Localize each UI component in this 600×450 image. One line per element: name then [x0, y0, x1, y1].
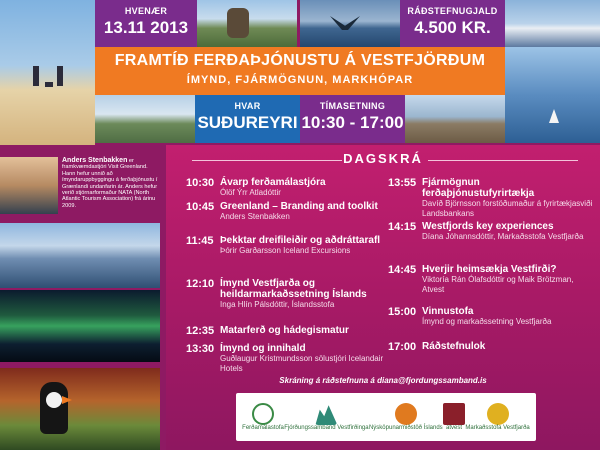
agenda-item — [186, 235, 386, 256]
where-box — [195, 95, 300, 143]
driftwood-photo — [405, 95, 505, 143]
logo-markadsstofa — [465, 403, 529, 431]
agenda-item — [186, 325, 386, 337]
agenda-item-title: Ráðstefnulok — [422, 341, 486, 352]
lake-photo — [0, 223, 160, 288]
agenda-time: 13:55 — [388, 177, 417, 189]
agenda-item-speaker: Davíð Björnsson forstöðumaður á fyrirtækjasviði Landsbankans — [422, 199, 593, 218]
agenda-item-title: Ímynd og innihald — [220, 343, 306, 354]
logo-label: Markaðsstofa Vestfjarða — [465, 425, 530, 431]
agenda-item-speaker: Guðlaugur Kristmundsson sölustjóri Icelandair Hotels — [220, 354, 384, 373]
agenda-item-title: Ávarp ferðamálastjóra — [220, 177, 326, 188]
agenda-time: 11:45 — [186, 235, 214, 247]
agenda-item — [388, 341, 593, 353]
agenda-time: 12:10 — [186, 278, 215, 290]
agenda-item-title: Hverjir heimsækja Vestfirði? — [422, 264, 557, 275]
markadsstofa-icon — [487, 403, 509, 425]
ferdamalastofa-icon — [252, 403, 274, 425]
speaker-bio — [62, 158, 162, 218]
person-figure — [57, 66, 63, 86]
nyskopunarmidstod-icon — [395, 403, 417, 425]
agenda-item-title: Vinnustofa — [422, 306, 474, 317]
dog-figure — [45, 82, 53, 87]
person-figure — [33, 66, 39, 86]
agenda-item-speaker: Díana Jóhannsdóttir, Markaðsstofa Vestfjarða — [422, 232, 584, 241]
speaker-name: Anders Stenbakken — [62, 157, 128, 164]
agenda-item — [186, 278, 386, 310]
speaker-portrait — [0, 157, 58, 214]
agenda-item-title: Ímynd Vestfjarða og heildarmarkaðssetning Íslands — [220, 278, 367, 300]
logo-label: atvest — [446, 425, 463, 431]
agenda-item — [388, 221, 593, 242]
when-label: HVENÆR — [124, 6, 168, 16]
agenda-time: 14:45 — [388, 264, 417, 276]
fjordungssamband-icon — [315, 403, 337, 425]
divider — [428, 160, 578, 161]
sailboat-icon — [549, 109, 559, 123]
agenda-item-speaker: Inga Hlín Pálsdóttir, Íslandsstofa — [220, 300, 335, 309]
logo-fjordungssamband — [284, 403, 368, 431]
puffin-figure — [40, 382, 68, 434]
logo-ferdamalastofa — [242, 403, 284, 431]
agenda-item — [388, 177, 593, 218]
logo-label: Fjórðungssamband Vestfirðinga — [284, 425, 369, 431]
mountain-photo — [505, 0, 600, 47]
agenda-item-title: Westfjords key experiences — [422, 221, 554, 232]
agenda-item-speaker: Þórir Garðarsson Iceland Excursions — [220, 246, 351, 255]
whale-tail-icon — [330, 16, 360, 30]
agenda-item-speaker: Viktoría Rán Ólafsdóttir og Maik Brötzman, Atvest — [422, 275, 574, 294]
where-label: HVAR — [234, 101, 261, 111]
atvest-icon — [443, 403, 465, 425]
horses-photo — [197, 0, 297, 47]
agenda-time: 15:00 — [388, 306, 417, 318]
speaker-bio-text: er framkvæmdastjóri Visit Greenland. Hann hefur unnið að ímyndaruppbyggingu á ferðaþjónustu í Grænlandi undanfarin ár. Anders hefur verið stjórnarformaður NATA (North Atlantic Tourism Association) frá árinu 2009. — [62, 158, 158, 209]
fee-label: RÁÐSTEFNUGJALD — [407, 6, 498, 16]
logo-nyskopunarmidstod — [369, 403, 443, 431]
agenda-item — [186, 177, 386, 198]
whale-photo — [300, 0, 400, 47]
agenda-item-speaker: Anders Stenbakken — [220, 212, 290, 221]
title-banner — [95, 47, 505, 95]
when-value: 13.11 2013 — [103, 18, 189, 37]
sponsor-logos — [236, 393, 536, 441]
logo-atvest — [443, 403, 465, 431]
sailboat-photo — [505, 47, 600, 143]
page-title: FRAMTÍÐ FERÐAÞJÓNUSTU Á VESTFJÖRÐUM — [114, 52, 486, 69]
time-box — [300, 95, 405, 143]
time-label: TÍMASETNING — [319, 101, 386, 111]
logo-label: Ferðamálastofa — [242, 425, 284, 431]
agenda-time: 10:45 — [186, 201, 215, 213]
logo-label: Nýsköpunarmiðstöð Íslands — [368, 425, 443, 431]
agenda-title: DAGSKRÁ — [343, 151, 423, 166]
agenda-item-title: Greenland – Branding and toolkit — [220, 201, 378, 212]
agenda-item — [388, 306, 593, 327]
agenda-item-title: Fjármögnun ferðaþjónustufyrirtækja — [422, 177, 535, 199]
agenda-item-speaker: Ólöf Ýrr Atladóttir — [220, 188, 281, 197]
agenda-item — [186, 201, 386, 222]
agenda-item-title: Þekktar dreifileiðir og aðdráttarafl — [220, 235, 381, 246]
agenda-time: 14:15 — [388, 221, 417, 233]
agenda-item-title: Matarferð og hádegismatur — [220, 325, 349, 336]
agenda-time: 10:30 — [186, 177, 215, 189]
agenda-item-speaker: Ímynd og markaðssetning Vestfjarða — [422, 317, 552, 326]
time-value: 10:30 - 17:00 — [301, 113, 404, 132]
hikers-photo — [95, 95, 195, 143]
when-box — [95, 0, 197, 47]
aurora-photo — [0, 290, 160, 362]
fee-value: 4.500 KR. — [414, 18, 491, 37]
puffin-photo — [0, 368, 160, 450]
where-value: SUÐUREYRI — [197, 113, 298, 132]
horse-figure — [227, 8, 249, 38]
fee-box — [400, 0, 505, 47]
agenda-item — [186, 343, 386, 373]
agenda-time: 17:00 — [388, 341, 417, 353]
agenda-time: 12:35 — [186, 325, 215, 337]
registration-link[interactable]: Skráning á ráðstefnuna á diana@fjordungssamband.is — [279, 376, 487, 385]
agenda-time: 13:30 — [186, 343, 215, 355]
agenda-panel — [166, 145, 600, 450]
agenda-item — [388, 264, 593, 294]
page-subtitle: ÍMYND, FJÁRMÖGNUN, MARKHÓPAR — [186, 74, 414, 86]
beach-photo — [0, 0, 95, 145]
puffin-face — [46, 392, 62, 408]
